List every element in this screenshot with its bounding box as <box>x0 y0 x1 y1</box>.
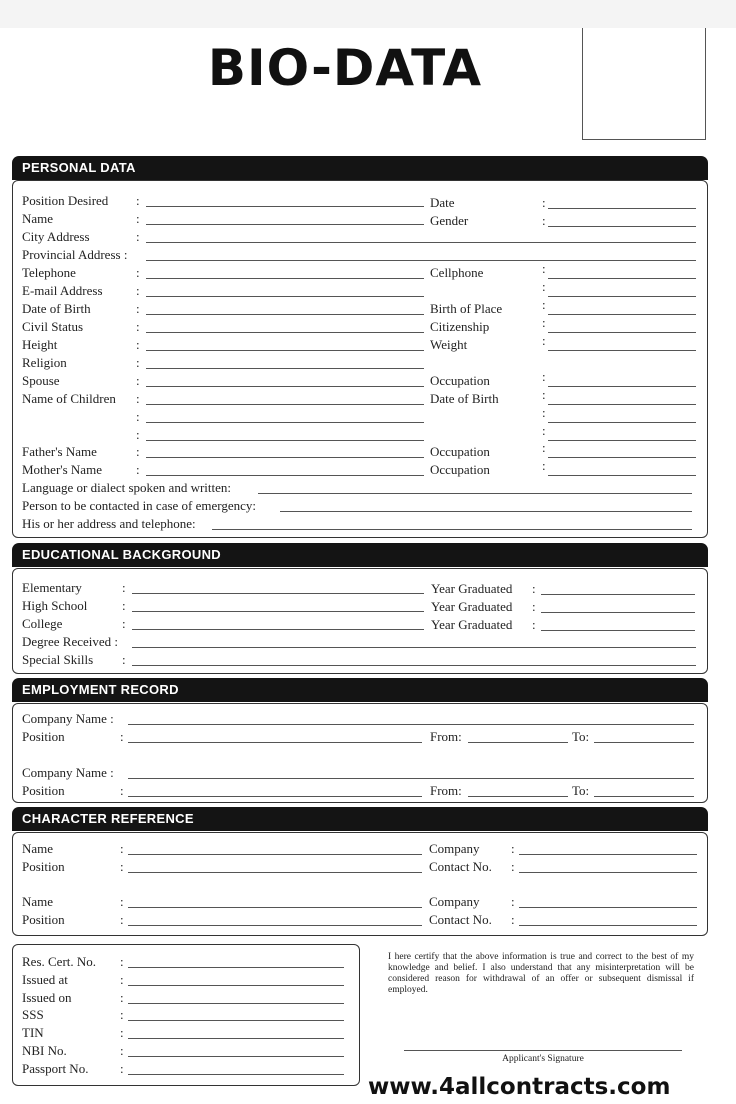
spouse-field[interactable] <box>146 386 424 387</box>
high-school-year-field[interactable] <box>541 612 695 613</box>
issued-on-field[interactable] <box>128 1003 344 1004</box>
children-field-3[interactable] <box>146 440 424 441</box>
degree-received-field[interactable] <box>132 647 696 648</box>
height-field[interactable] <box>146 350 424 351</box>
colon: : <box>542 195 546 210</box>
colon: : <box>120 912 124 927</box>
special-skills-field[interactable] <box>132 665 696 666</box>
colon: : <box>532 581 536 596</box>
email-field[interactable] <box>146 296 424 297</box>
colon: : <box>532 617 536 632</box>
cellphone-field-2[interactable] <box>548 296 696 297</box>
position-desired-label: Position Desired <box>22 193 109 208</box>
colon: : <box>136 444 140 459</box>
res-cert-field[interactable] <box>128 967 344 968</box>
emergency-address-field[interactable] <box>212 529 692 530</box>
college-field[interactable] <box>132 629 424 630</box>
tin-label: TIN <box>22 1025 44 1040</box>
employment-position-field-2[interactable] <box>128 796 422 797</box>
colon: : <box>542 315 546 330</box>
children-dob-field-1[interactable] <box>548 404 696 405</box>
colon: : <box>532 599 536 614</box>
colon: : <box>120 972 124 987</box>
issued-at-field[interactable] <box>128 985 344 986</box>
cellphone-label: Cellphone <box>430 265 484 280</box>
ref-position-label: Position <box>22 859 65 874</box>
gender-label: Gender <box>430 213 469 228</box>
spouse-occupation-label: Occupation <box>430 373 490 388</box>
colon: : <box>136 391 140 406</box>
name-field[interactable] <box>146 224 424 225</box>
colon: : <box>136 427 140 442</box>
to-label: To: <box>572 729 590 744</box>
reference-box <box>12 832 708 936</box>
top-bar <box>0 0 736 28</box>
emergency-contact-field[interactable] <box>280 511 692 512</box>
colon: : <box>120 1043 124 1058</box>
citizenship-field[interactable] <box>548 332 696 333</box>
high-school-year-label: Year Graduated <box>431 599 513 614</box>
colon: : <box>120 783 124 798</box>
father-occupation-field[interactable] <box>548 457 696 458</box>
provincial-address-field[interactable] <box>146 260 696 261</box>
section-header-reference: CHARACTER REFERENCE <box>12 807 708 831</box>
fathers-name-field[interactable] <box>146 457 424 458</box>
telephone-field[interactable] <box>146 278 424 279</box>
ref-name-field-2[interactable] <box>128 907 422 908</box>
father-occupation-label: Occupation <box>430 444 490 459</box>
college-label: College <box>22 616 63 631</box>
ref-contact-label: Contact No. <box>429 859 492 874</box>
colon: : <box>542 405 546 420</box>
colon: : <box>120 729 124 744</box>
city-address-field[interactable] <box>146 242 696 243</box>
city-address-label: City Address <box>22 229 90 244</box>
degree-received-label: Degree Received : <box>22 634 119 649</box>
employment-position-field-1[interactable] <box>128 742 422 743</box>
colon: : <box>511 841 515 856</box>
ref-company-label: Company <box>429 894 480 909</box>
ref-position-field-1[interactable] <box>128 872 422 873</box>
passport-label: Passport No. <box>22 1061 89 1076</box>
children-field-2[interactable] <box>146 422 424 423</box>
elementary-field[interactable] <box>132 593 424 594</box>
colon: : <box>120 1025 124 1040</box>
high-school-label: High School <box>22 598 88 613</box>
photo-box <box>582 28 706 140</box>
colon: : <box>136 211 140 226</box>
colon: : <box>120 990 124 1005</box>
colon: : <box>511 859 515 874</box>
colon: : <box>542 458 546 473</box>
colon: : <box>511 894 515 909</box>
colon: : <box>511 912 515 927</box>
mother-occupation-label: Occupation <box>430 462 490 477</box>
from-label: From: <box>430 783 462 798</box>
children-dob-label: Date of Birth <box>430 391 499 406</box>
name-label: Name <box>22 211 54 226</box>
colon: : <box>120 894 124 909</box>
to-label: To: <box>572 783 590 798</box>
date-label: Date <box>430 195 455 210</box>
employment-position-label: Position <box>22 783 65 798</box>
date-of-birth-label: Date of Birth <box>22 301 91 316</box>
religion-label: Religion <box>22 355 67 370</box>
colon: : <box>136 319 140 334</box>
college-year-label: Year Graduated <box>431 617 513 632</box>
elementary-label: Elementary <box>22 580 82 595</box>
ref-company-field-1[interactable] <box>519 854 697 855</box>
height-label: Height <box>22 337 58 352</box>
ref-company-label: Company <box>429 841 480 856</box>
college-year-field[interactable] <box>541 630 695 631</box>
colon: : <box>136 409 140 424</box>
colon: : <box>122 616 126 631</box>
colon: : <box>120 859 124 874</box>
nbi-label: NBI No. <box>22 1043 67 1058</box>
to-field-2[interactable] <box>594 796 694 797</box>
section-header-education: EDUCATIONAL BACKGROUND <box>12 543 708 567</box>
colon: : <box>136 193 140 208</box>
special-skills-label: Special Skills <box>22 652 94 667</box>
issued-at-label: Issued at <box>22 972 68 987</box>
colon: : <box>542 440 546 455</box>
from-field-1[interactable] <box>468 742 568 743</box>
citizenship-label: Citizenship <box>430 319 490 334</box>
company-name-label: Company Name : <box>22 711 114 726</box>
ref-position-label: Position <box>22 912 65 927</box>
cellphone-field[interactable] <box>548 278 696 279</box>
spouse-occupation-field[interactable] <box>548 386 696 387</box>
emergency-address-label: His or her address and telephone: <box>22 516 196 531</box>
colon: : <box>136 373 140 388</box>
language-label: Language or dialect spoken and written: <box>22 480 232 495</box>
elementary-year-field[interactable] <box>541 594 695 595</box>
birth-of-place-label: Birth of Place <box>430 301 503 316</box>
children-dob-field-2[interactable] <box>548 422 696 423</box>
sss-label: SSS <box>22 1007 44 1022</box>
position-desired-field[interactable] <box>146 206 424 207</box>
company-name-field-2[interactable] <box>128 778 694 779</box>
colon: : <box>136 301 140 316</box>
employment-box <box>12 703 708 803</box>
colon: : <box>542 369 546 384</box>
colon: : <box>542 297 546 312</box>
to-field-1[interactable] <box>594 742 694 743</box>
religion-field[interactable] <box>146 368 424 369</box>
signature-line[interactable] <box>404 1050 682 1051</box>
colon: : <box>136 265 140 280</box>
civil-status-label: Civil Status <box>22 319 84 334</box>
telephone-label: Telephone <box>22 265 76 280</box>
emergency-contact-label: Person to be contacted in case of emergency: <box>22 498 257 513</box>
birth-of-place-field[interactable] <box>548 314 696 315</box>
passport-field[interactable] <box>128 1074 344 1075</box>
section-header-personal: PERSONAL DATA <box>12 156 708 180</box>
ref-contact-label: Contact No. <box>429 912 492 927</box>
from-field-2[interactable] <box>468 796 568 797</box>
provincial-address-label: Provincial Address : <box>22 247 128 262</box>
ref-contact-field-2[interactable] <box>519 925 697 926</box>
children-field-1[interactable] <box>146 404 424 405</box>
signature-label: Applicant's Signature <box>502 1054 584 1064</box>
ref-company-field-2[interactable] <box>519 907 697 908</box>
ref-name-field-1[interactable] <box>128 854 422 855</box>
weight-field[interactable] <box>548 350 696 351</box>
tin-field[interactable] <box>128 1038 344 1039</box>
colon: : <box>122 598 126 613</box>
colon: : <box>120 954 124 969</box>
fathers-name-label: Father's Name <box>22 444 97 459</box>
ref-contact-field-1[interactable] <box>519 872 697 873</box>
colon: : <box>120 1061 124 1076</box>
date-field[interactable] <box>548 208 696 209</box>
colon: : <box>136 337 140 352</box>
elementary-year-label: Year Graduated <box>431 581 513 596</box>
issued-on-label: Issued on <box>22 990 72 1005</box>
colon: : <box>542 387 546 402</box>
colon: : <box>136 462 140 477</box>
colon: : <box>122 652 126 667</box>
education-box <box>12 568 708 674</box>
high-school-field[interactable] <box>132 611 424 612</box>
ref-name-label: Name <box>22 894 54 909</box>
colon: : <box>136 355 140 370</box>
certification-text: I here certify that the above information is true and correct to the best of my knowledge and belief. I also understand that any misinterpretation will be considered reason for withdrawal of an offer or subsequent dismissal if employed. <box>388 952 694 995</box>
company-name-field-1[interactable] <box>128 724 694 725</box>
colon: : <box>136 283 140 298</box>
colon: : <box>122 580 126 595</box>
name-of-children-label: Name of Children <box>22 391 116 406</box>
ref-position-field-2[interactable] <box>128 925 422 926</box>
from-label: From: <box>430 729 462 744</box>
colon: : <box>542 423 546 438</box>
nbi-field[interactable] <box>128 1056 344 1057</box>
colon: : <box>542 333 546 348</box>
weight-label: Weight <box>430 337 468 352</box>
colon: : <box>542 261 546 276</box>
colon: : <box>120 841 124 856</box>
ref-name-label: Name <box>22 841 54 856</box>
mothers-name-field[interactable] <box>146 475 424 476</box>
colon: : <box>136 229 140 244</box>
colon: : <box>120 1007 124 1022</box>
spouse-label: Spouse <box>22 373 60 388</box>
form-title: BIO-DATA <box>207 39 483 97</box>
res-cert-label: Res. Cert. No. <box>22 954 97 969</box>
children-dob-field-3[interactable] <box>548 440 696 441</box>
email-label: E-mail Address <box>22 283 103 298</box>
gender-field[interactable] <box>548 226 696 227</box>
mother-occupation-field[interactable] <box>548 475 696 476</box>
civil-status-field[interactable] <box>146 332 424 333</box>
mothers-name-label: Mother's Name <box>22 462 102 477</box>
employment-position-label: Position <box>22 729 65 744</box>
date-of-birth-field[interactable] <box>146 314 424 315</box>
language-field[interactable] <box>258 493 692 494</box>
sss-field[interactable] <box>128 1020 344 1021</box>
company-name-label: Company Name : <box>22 765 114 780</box>
colon: : <box>542 279 546 294</box>
website-watermark: www.4allcontracts.com <box>368 1074 671 1100</box>
section-header-employment: EMPLOYMENT RECORD <box>12 678 708 702</box>
colon: : <box>542 213 546 228</box>
